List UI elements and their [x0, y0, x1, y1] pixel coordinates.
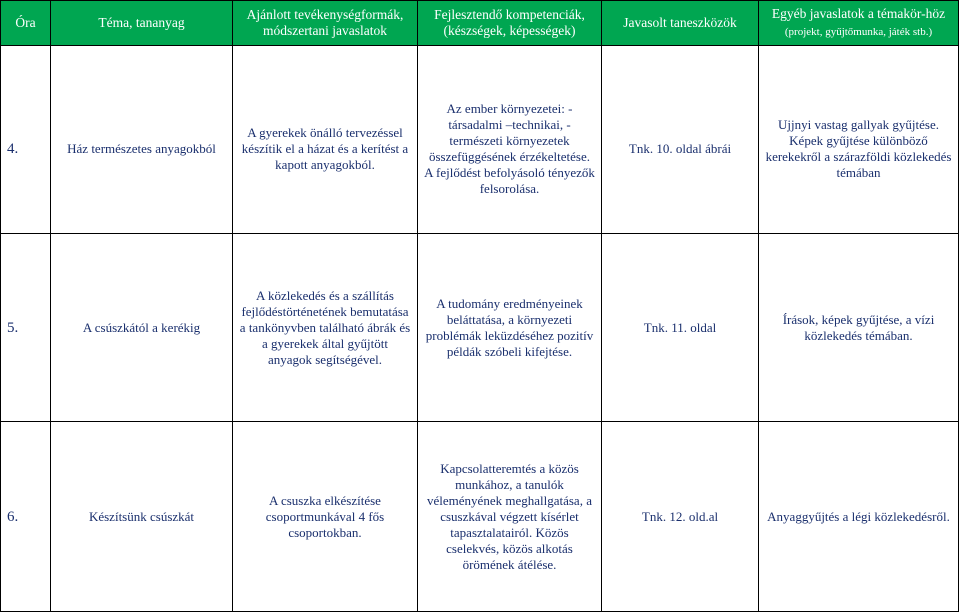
lesson-activity: A csuszka elkészítése csoportmunkával 4 fős csoportokban.: [233, 422, 418, 612]
table-body: [1, 46, 959, 612]
lesson-other: Anyaggyűjtés a légi közlekedésről.: [759, 422, 959, 612]
lesson-competency: Kapcsolatteremtés a közös munkához, a tanulók véleményének meghallgatása, a csuszkával végzett kísérlet tapasztalatairól. Közös cselekvés, közös alkotás örömének átélése.: [418, 422, 602, 612]
table-header: [1, 1, 959, 46]
lesson-tools: Tnk. 10. oldal ábrái: [602, 46, 759, 234]
lesson-tools: Tnk. 12. old.al: [602, 422, 759, 612]
lesson-number: 5.: [1, 234, 51, 422]
lesson-topic: Ház természetes anyagokból: [51, 46, 233, 234]
header-row: [1, 1, 959, 46]
header-egyeb: [759, 1, 959, 46]
table-row: [1, 234, 959, 422]
lesson-competency: A tudomány eredményeinek beláttatása, a környezeti problémák leküzdéséhez pozitív példák szóbeli kifejtése.: [418, 234, 602, 422]
lesson-topic: Készítsünk csúszkát: [51, 422, 233, 612]
header-egyeb-small: (projekt, gyűjtőmunka, játék stb.): [784, 26, 933, 38]
lesson-other: Ujjnyi vastag gallyak gyűjtése. Képek gyűjtése különböző kerekekről a szárazföldi közlekedés témában: [759, 46, 959, 234]
header-ora: Óra: [1, 1, 51, 46]
lesson-topic: A csúszkától a kerékig: [51, 234, 233, 422]
table-row: [1, 422, 959, 612]
lesson-activity: A közlekedés és a szállítás fejlődéstörténetének bemutatása a tankönyvben található ábrák és a gyerekek által gyűjtött anyagok segítségével.: [233, 234, 418, 422]
lesson-number: 4.: [1, 46, 51, 234]
header-egyeb-main: Egyéb javaslatok a témakör-höz: [771, 6, 946, 21]
lesson-tools: Tnk. 11. oldal: [602, 234, 759, 422]
header-tema: Téma, tananyag: [51, 1, 233, 46]
header-eszkozok: Javasolt taneszközök: [602, 1, 759, 46]
lesson-activity: A gyerekek önálló tervezéssel készítik el a házat és a kerítést a kapott anyagokból.: [233, 46, 418, 234]
table-row: [1, 46, 959, 234]
header-tevekenyseg: Ajánlott tevékenységformák, módszertani javaslatok: [233, 1, 418, 46]
header-kompetencia: Fejlesztendő kompetenciák, (készségek, képességek): [418, 1, 602, 46]
lesson-number: 6.: [1, 422, 51, 612]
lesson-competency: Az ember környezetei: - társadalmi –technikai, - természeti környezetek összefüggésének érzékeltetése. A fejlődést befolyásoló tényezők felsorolása.: [418, 46, 602, 234]
lesson-other: Írások, képek gyűjtése, a vízi közlekedés témában.: [759, 234, 959, 422]
